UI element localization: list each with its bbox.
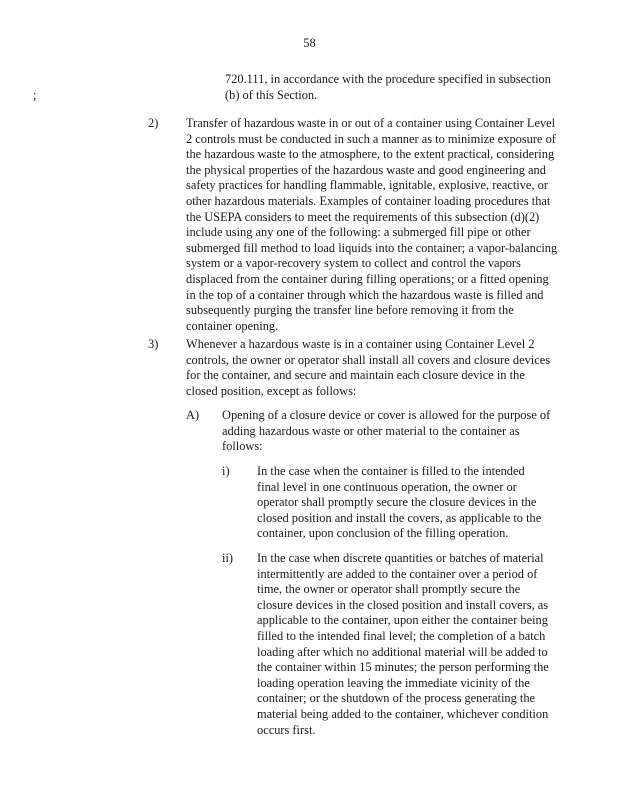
item-3-text: Whenever a hazardous waste is in a container using Container Level 2 controls, the owner or operator shall install all covers and closure devices for the container, and secure and maintain each closure device in the closed position, except as follows:	[186, 337, 551, 398]
item-i-text: In the case when the container is filled to the intended final level in one continuous operation, the owner or operator shall promptly secure the closure devices in the closed position and install the covers, as applicable to the container, upon conclusion of the filling operation.	[257, 464, 542, 541]
item-ii-paragraph	[257, 551, 549, 738]
item-a-paragraph	[222, 408, 558, 455]
continuation-text: 720.111, in accordance with the procedure specified in subsection (b) of this Section.	[225, 72, 551, 102]
item-2-label: 2)	[148, 116, 159, 130]
item-ii-text: In the case when discrete quantities or batches of material intermittently are added to the container over a period of time, the owner or operator shall promptly secure the closure devices in the closed position and install covers, as applicable to the container, upon either the container being filled to the intended final level; the completion of a batch loading after which no additional material will be added to the container within 15 minutes; the person performing the loading operation leaving the immediate vicinity of the container; or the shutdown of the process generating the material being added to the container, whichever condition occurs first.	[257, 551, 549, 737]
item-2-text: Transfer of hazardous waste in or out of a container using Container Level 2 controls must be conducted in such a manner as to minimize exposure of the hazardous waste to the atmosphere, to the extent practical, considering the physical properties of the hazardous waste and good engineering and safety practices for handling flammable, ignitable, explosive, reactive, or other hazardous materials. Examples of container loading procedures that the USEPA considers to meet the requirements of this subsection (d)(2) include using any one of the following: a submerged fill pipe or other submerged fill method to load liquids into the container; a vapor-balancing system or a vapor-recovery system to collect and control the vapors displaced from the container during filling operations; or a fitted opening in the top of a container through which the hazardous waste is filled and subsequently purging the transfer line before removing it from the container opening.	[186, 116, 558, 333]
item-i-label: i)	[222, 464, 230, 478]
page-number: 58	[303, 36, 316, 50]
margin-mark: ;	[33, 88, 37, 102]
item-2-paragraph	[186, 116, 558, 334]
item-a-text: Opening of a closure device or cover is allowed for the purpose of adding hazardous waste or other material to the container as follows:	[222, 408, 551, 454]
item-i-paragraph	[257, 464, 549, 542]
item-3-paragraph	[186, 337, 558, 399]
item-3-label: 3)	[148, 337, 159, 351]
item-ii-label: ii)	[222, 551, 234, 565]
continuation-paragraph	[225, 72, 557, 103]
item-a-label: A)	[186, 408, 200, 422]
